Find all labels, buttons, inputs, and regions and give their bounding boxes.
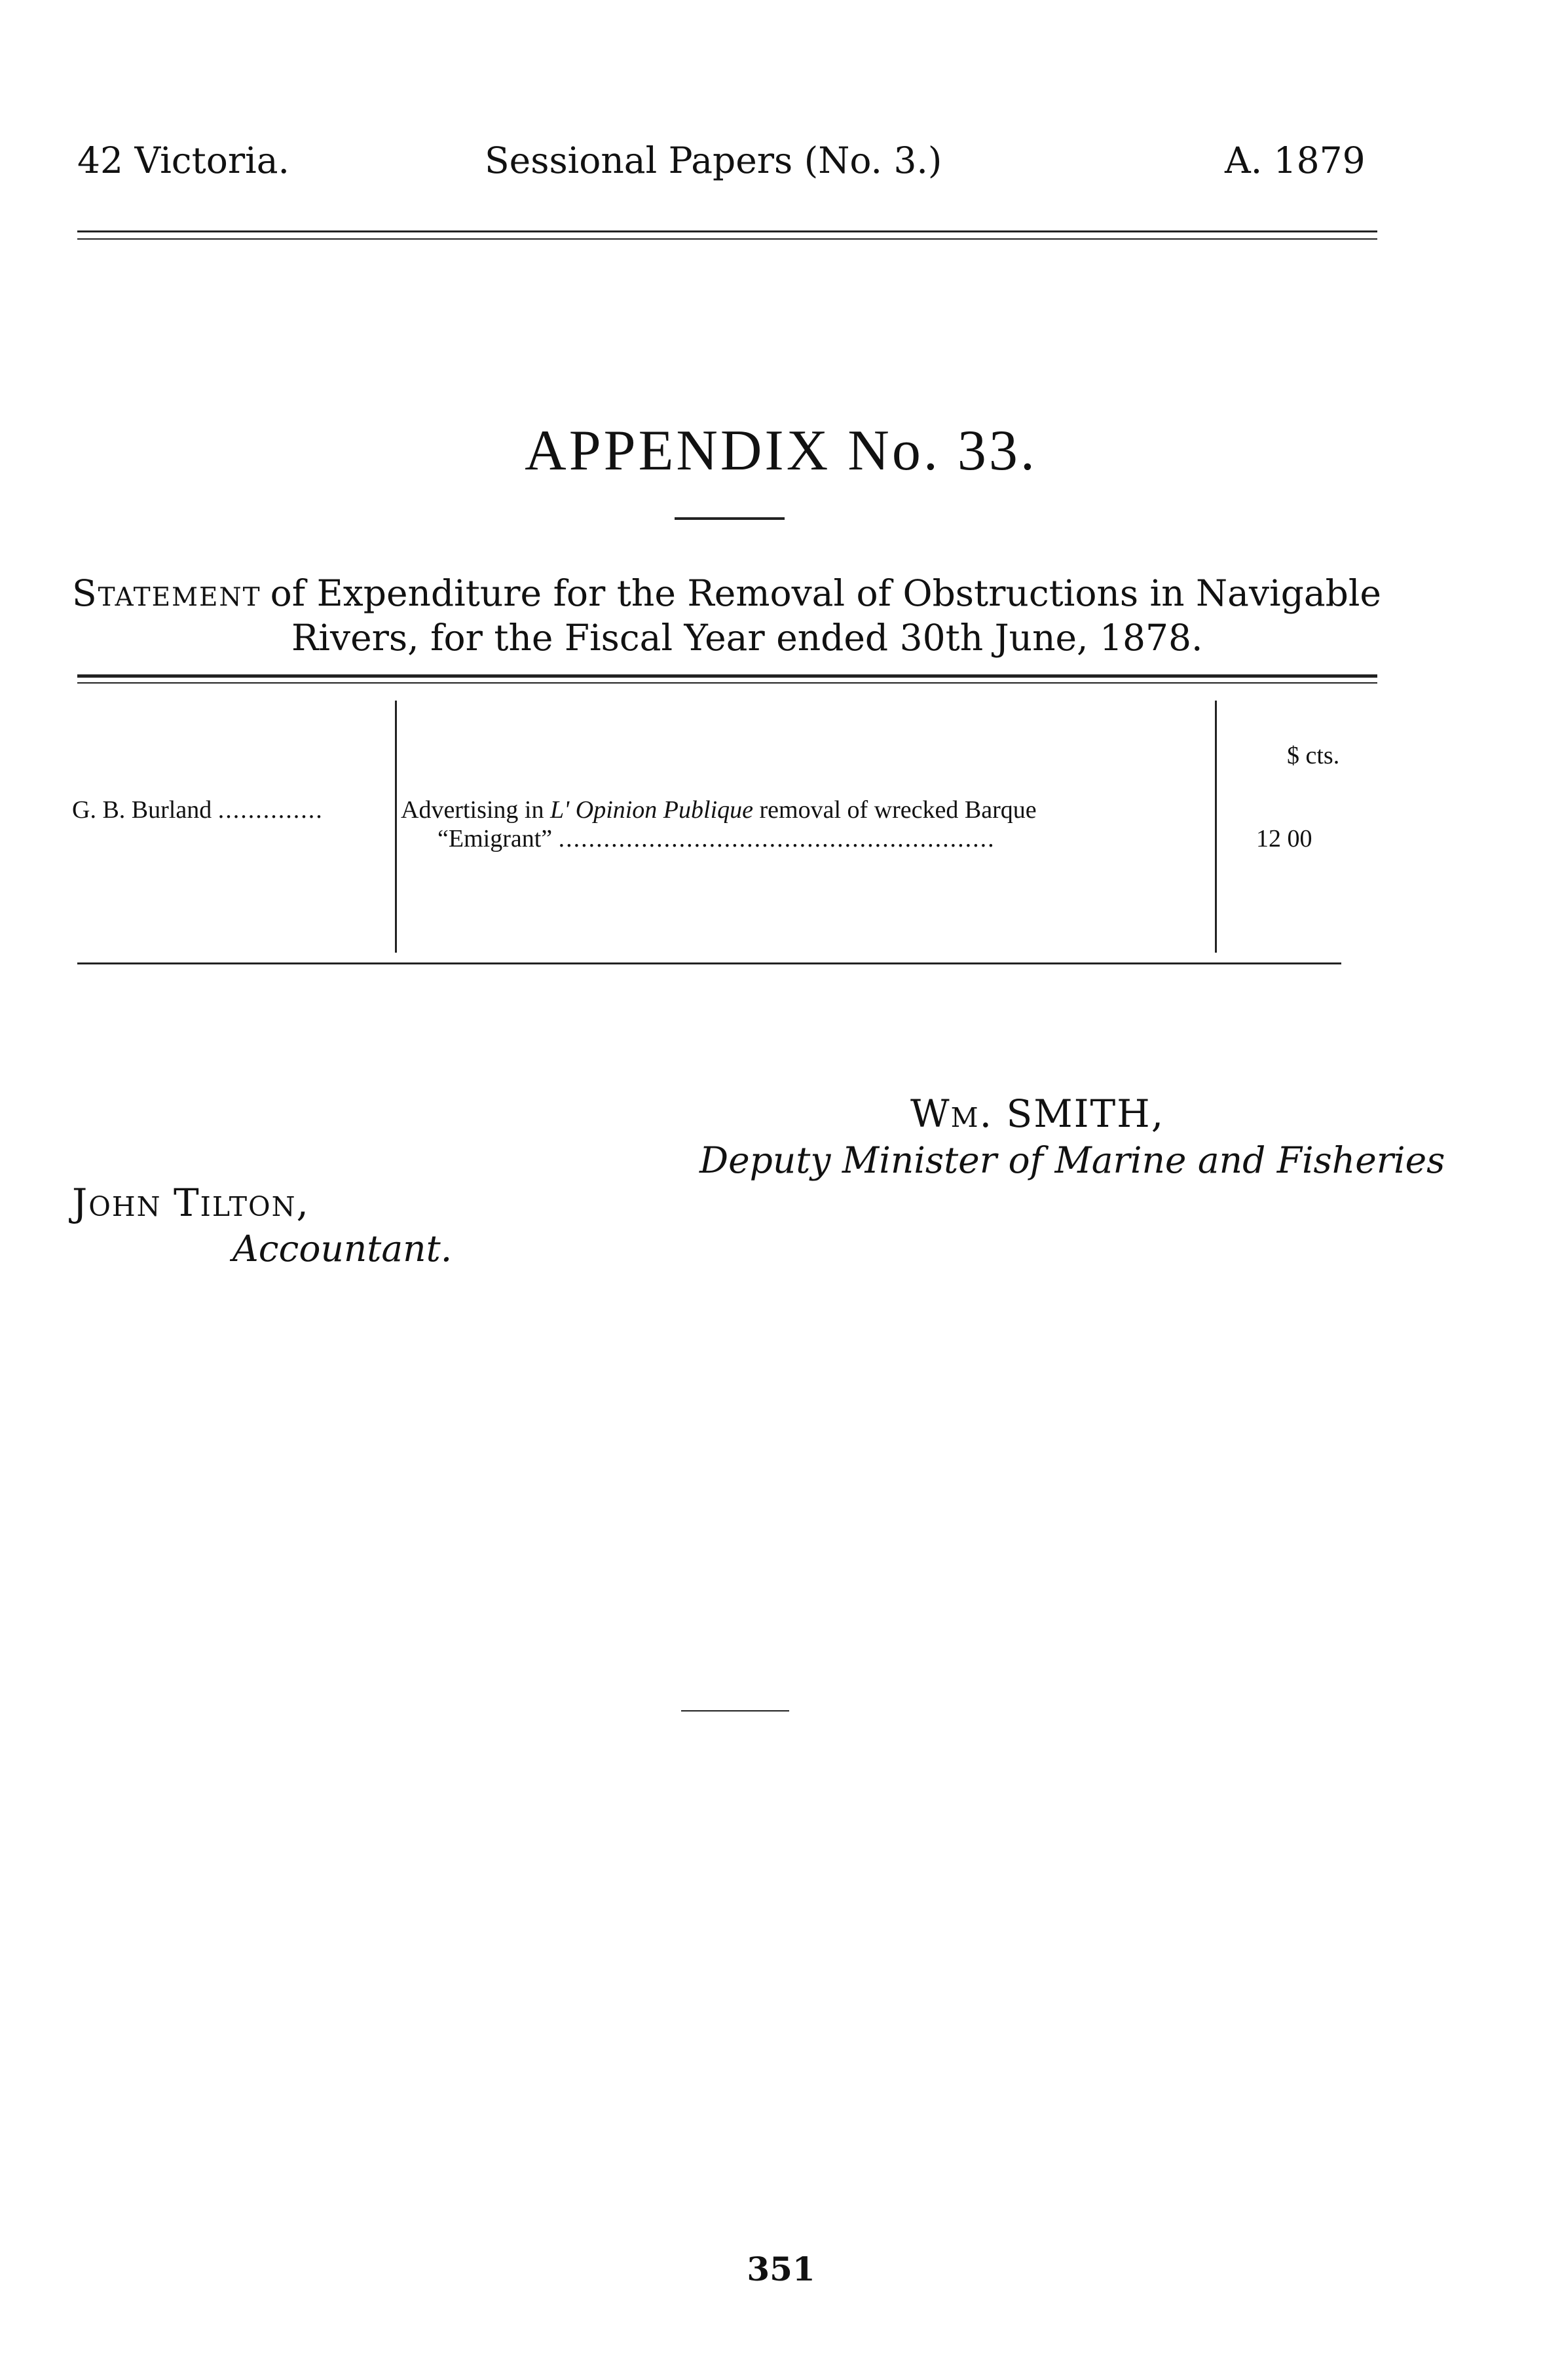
header-center: Sessional Papers (No. 3.) xyxy=(485,139,942,181)
end-divider xyxy=(681,1710,789,1712)
appendix-title: APPENDIX No. 33. xyxy=(525,419,1037,483)
title-divider xyxy=(675,517,785,520)
header-rule-bottom xyxy=(77,238,1377,240)
header-right: A. 1879 xyxy=(1225,139,1366,181)
statement-line2: Rivers, for the Fiscal Year ended 30th June, 1878. xyxy=(291,617,1203,659)
statement-lead: Statement xyxy=(72,572,261,614)
table-row xyxy=(72,797,324,822)
header-rule-top xyxy=(77,230,1377,232)
table-top-rule-thin xyxy=(77,682,1377,684)
amount-value: 12 00 xyxy=(1256,825,1312,852)
description-prefix: Advertising in xyxy=(401,796,550,824)
table-col-divider-1 xyxy=(395,701,397,953)
currency-header: $ cts. xyxy=(1287,742,1340,769)
description-line2 xyxy=(437,826,995,851)
statement-line1: of Expenditure for the Removal of Obstructions in Navigable xyxy=(270,572,1381,614)
description-line1 xyxy=(401,797,1037,822)
signatory-right-name: Wm. SMITH, xyxy=(910,1091,1165,1136)
signatory-left-name: John Tilton, xyxy=(72,1181,310,1225)
table-col-divider-2 xyxy=(1215,701,1217,953)
signatory-right-title: Deputy Minister of Marine and Fisheries xyxy=(699,1139,1445,1181)
page-number: 351 xyxy=(747,2250,815,2288)
header-left: 42 Victoria. xyxy=(77,139,289,181)
payee-name: G. B. Burland xyxy=(72,796,212,824)
signatory-left-title: Accountant. xyxy=(232,1228,453,1270)
statement-heading xyxy=(72,571,1382,660)
payee-leader: .............. xyxy=(217,796,324,824)
description-leader: .......................................................... xyxy=(558,825,995,852)
description-suffix: removal of wrecked Barque xyxy=(753,796,1037,824)
table-top-rule xyxy=(77,674,1377,678)
description-emigrant: “Emigrant” xyxy=(437,825,553,852)
table-bottom-rule xyxy=(77,962,1341,964)
description-italic: L' Opinion Publique xyxy=(549,796,753,824)
